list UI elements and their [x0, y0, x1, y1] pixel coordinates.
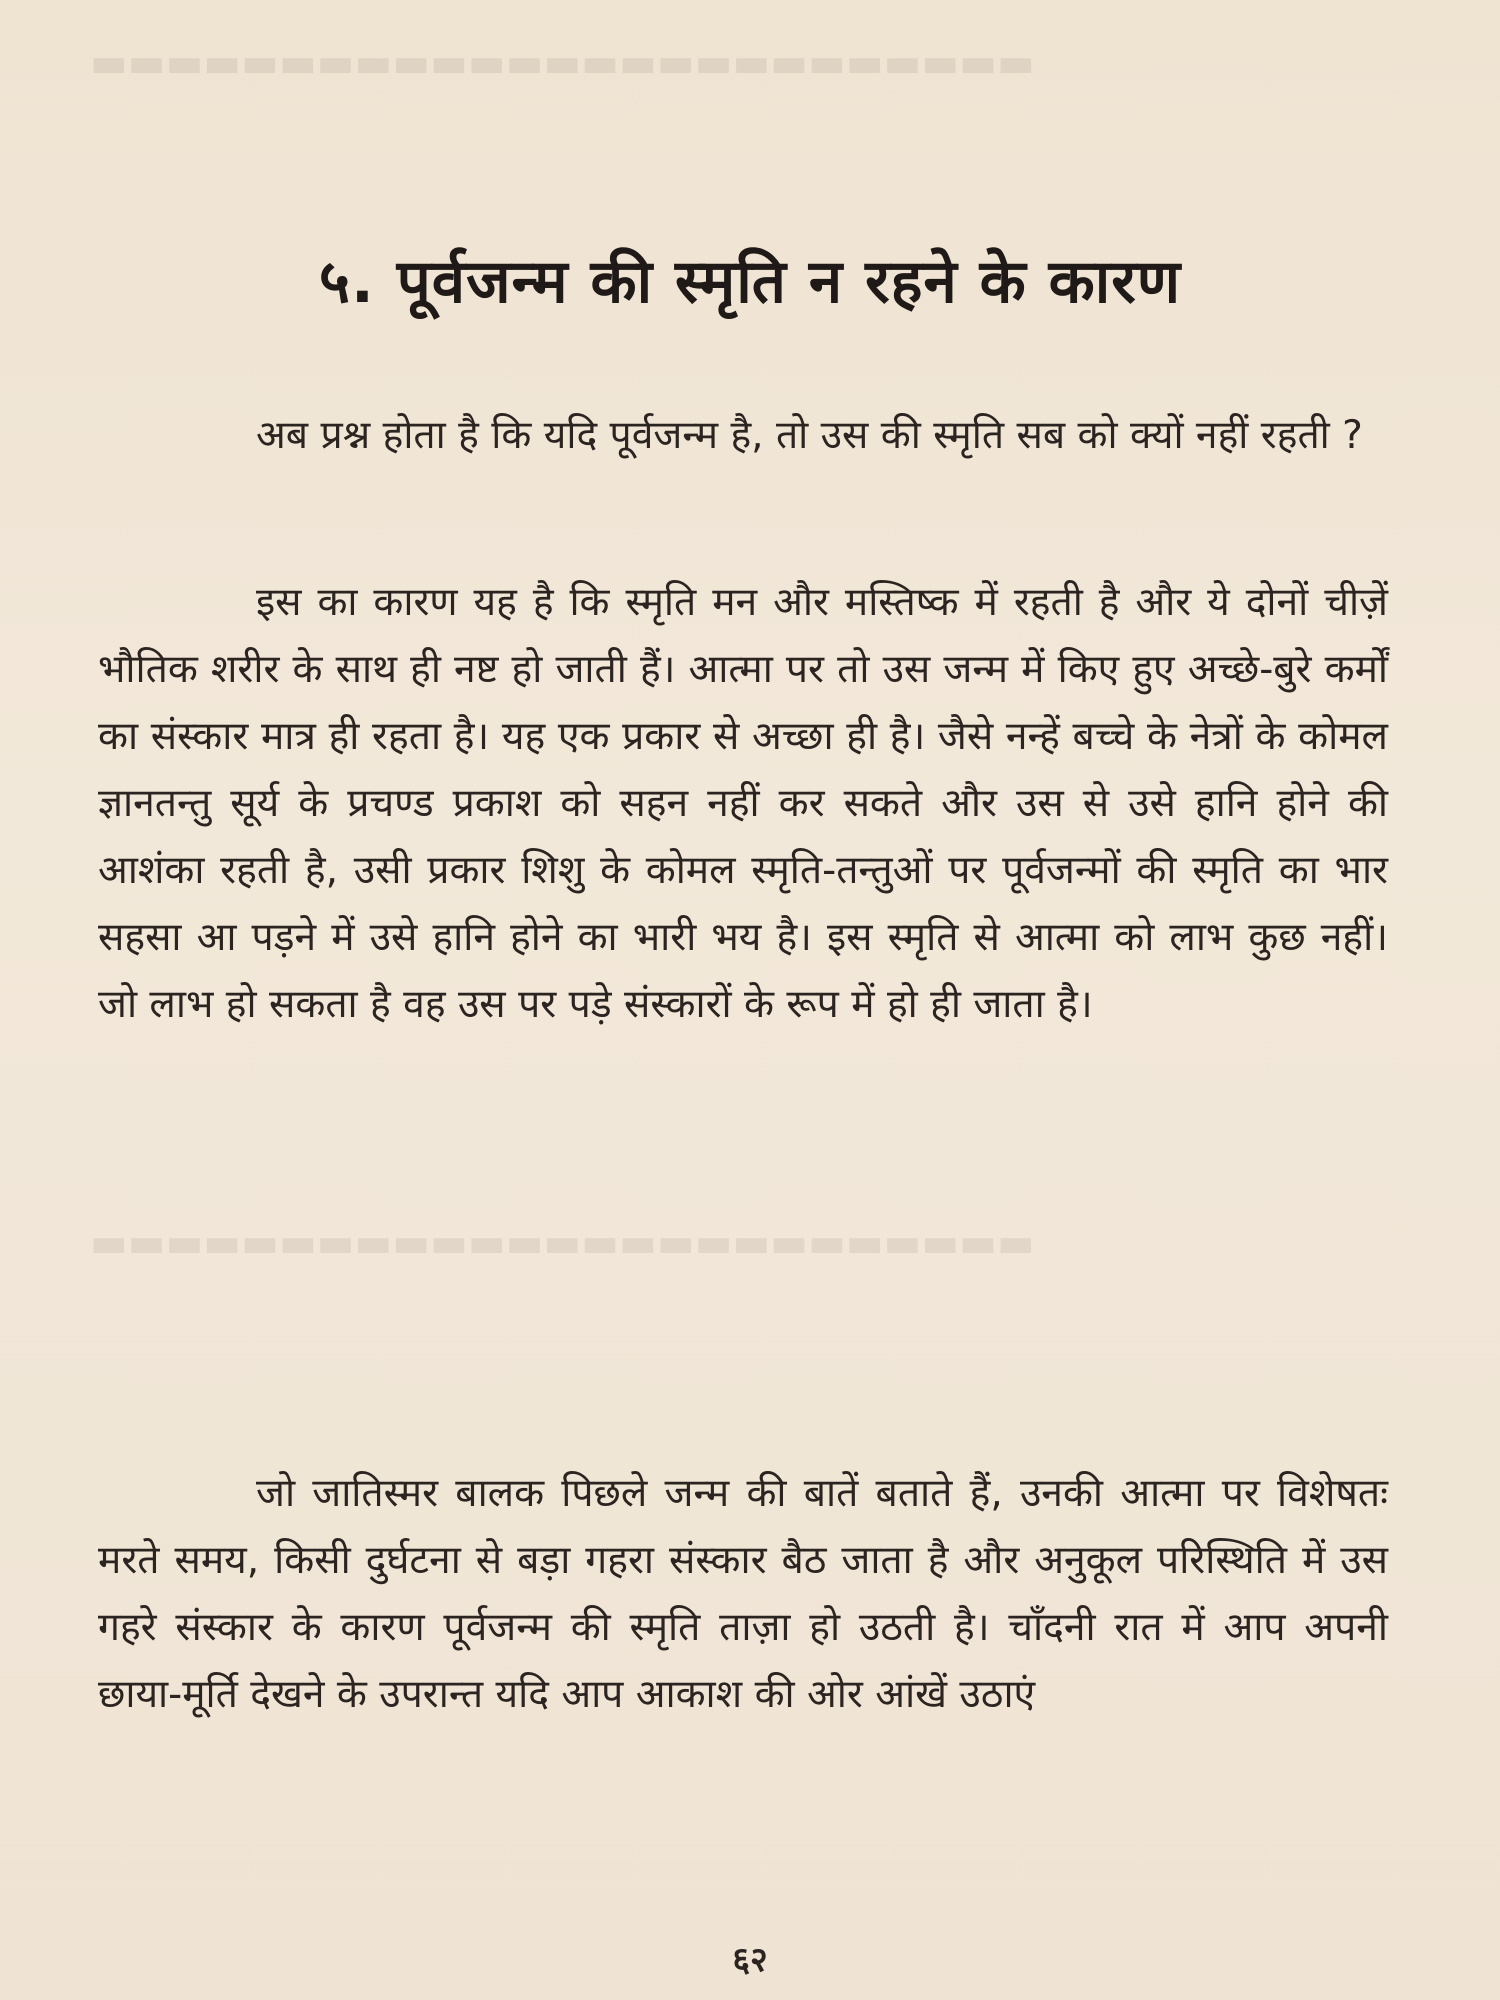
paragraph-1: अब प्रश्न होता है कि यदि पूर्वजन्म है, तो उस की स्मृति सब को क्यों नहीं रहती ? — [256, 413, 1363, 458]
page-number: ६२ — [732, 1940, 768, 1980]
paragraph-3: जो जातिस्मर बालक पिछले जन्म की बातें बताते हैं, उनकी आत्मा पर विशेषतः मरते समय, किसी दुर्घटना से बड़ा गहरा संस्कार बैठ जाता है और अनुकूल परिस्थिति में उस गहरे संस्कार के कारण पूर्वजन्म की स्मृति ताज़ा हो उठती है। चाँदनी रात में आप अपनी छाया-मूर्ति देखने के उपरान्त यदि आप आकाश की ओर आंखें उठाएं — [98, 1471, 1388, 1717]
paragraph-2: इस का कारण यह है कि स्मृति मन और मस्तिष्क में रहती है और ये दोनों चीज़ें भौतिक शरीर के साथ ही नष्ट हो जाती हैं। आत्मा पर तो उस जन्म में किए हुए अच्छे-बुरे कर्मों का संस्कार मात्र ही रहता है। यह एक प्रकार से अच्छा ही है। जैसे नन्हें बच्चे के नेत्रों के कोमल ज्ञानतन्तु सूर्य के प्रचण्ड प्रकाश को सहन नहीं कर सकते और उस से उसे हानि होने की आशंका रहती है, उसी प्रकार शिशु के कोमल स्मृति-तन्तुओं पर पूर्वजन्मों की स्मृति का भार सहसा आ पड़ने में उसे हानि होने का भारी भय है। इस स्मृति से आत्मा को लाभ कुछ नहीं। जो लाभ हो सकता है वह उस पर पड़े संस्कारों के रूप में हो ही जाता है। — [98, 580, 1388, 1027]
show-through-text: ▬▬▬▬▬▬▬▬▬▬▬▬▬▬▬▬▬▬▬▬▬▬▬▬▬ — [90, 1220, 1035, 1266]
chapter-heading: ५. पूर्वजन्म की स्मृति न रहने के कारण — [318, 247, 1182, 317]
show-through-text: ▬▬▬▬▬▬▬▬▬▬▬▬▬▬▬▬▬▬▬▬▬▬▬▬▬ — [90, 40, 1035, 86]
